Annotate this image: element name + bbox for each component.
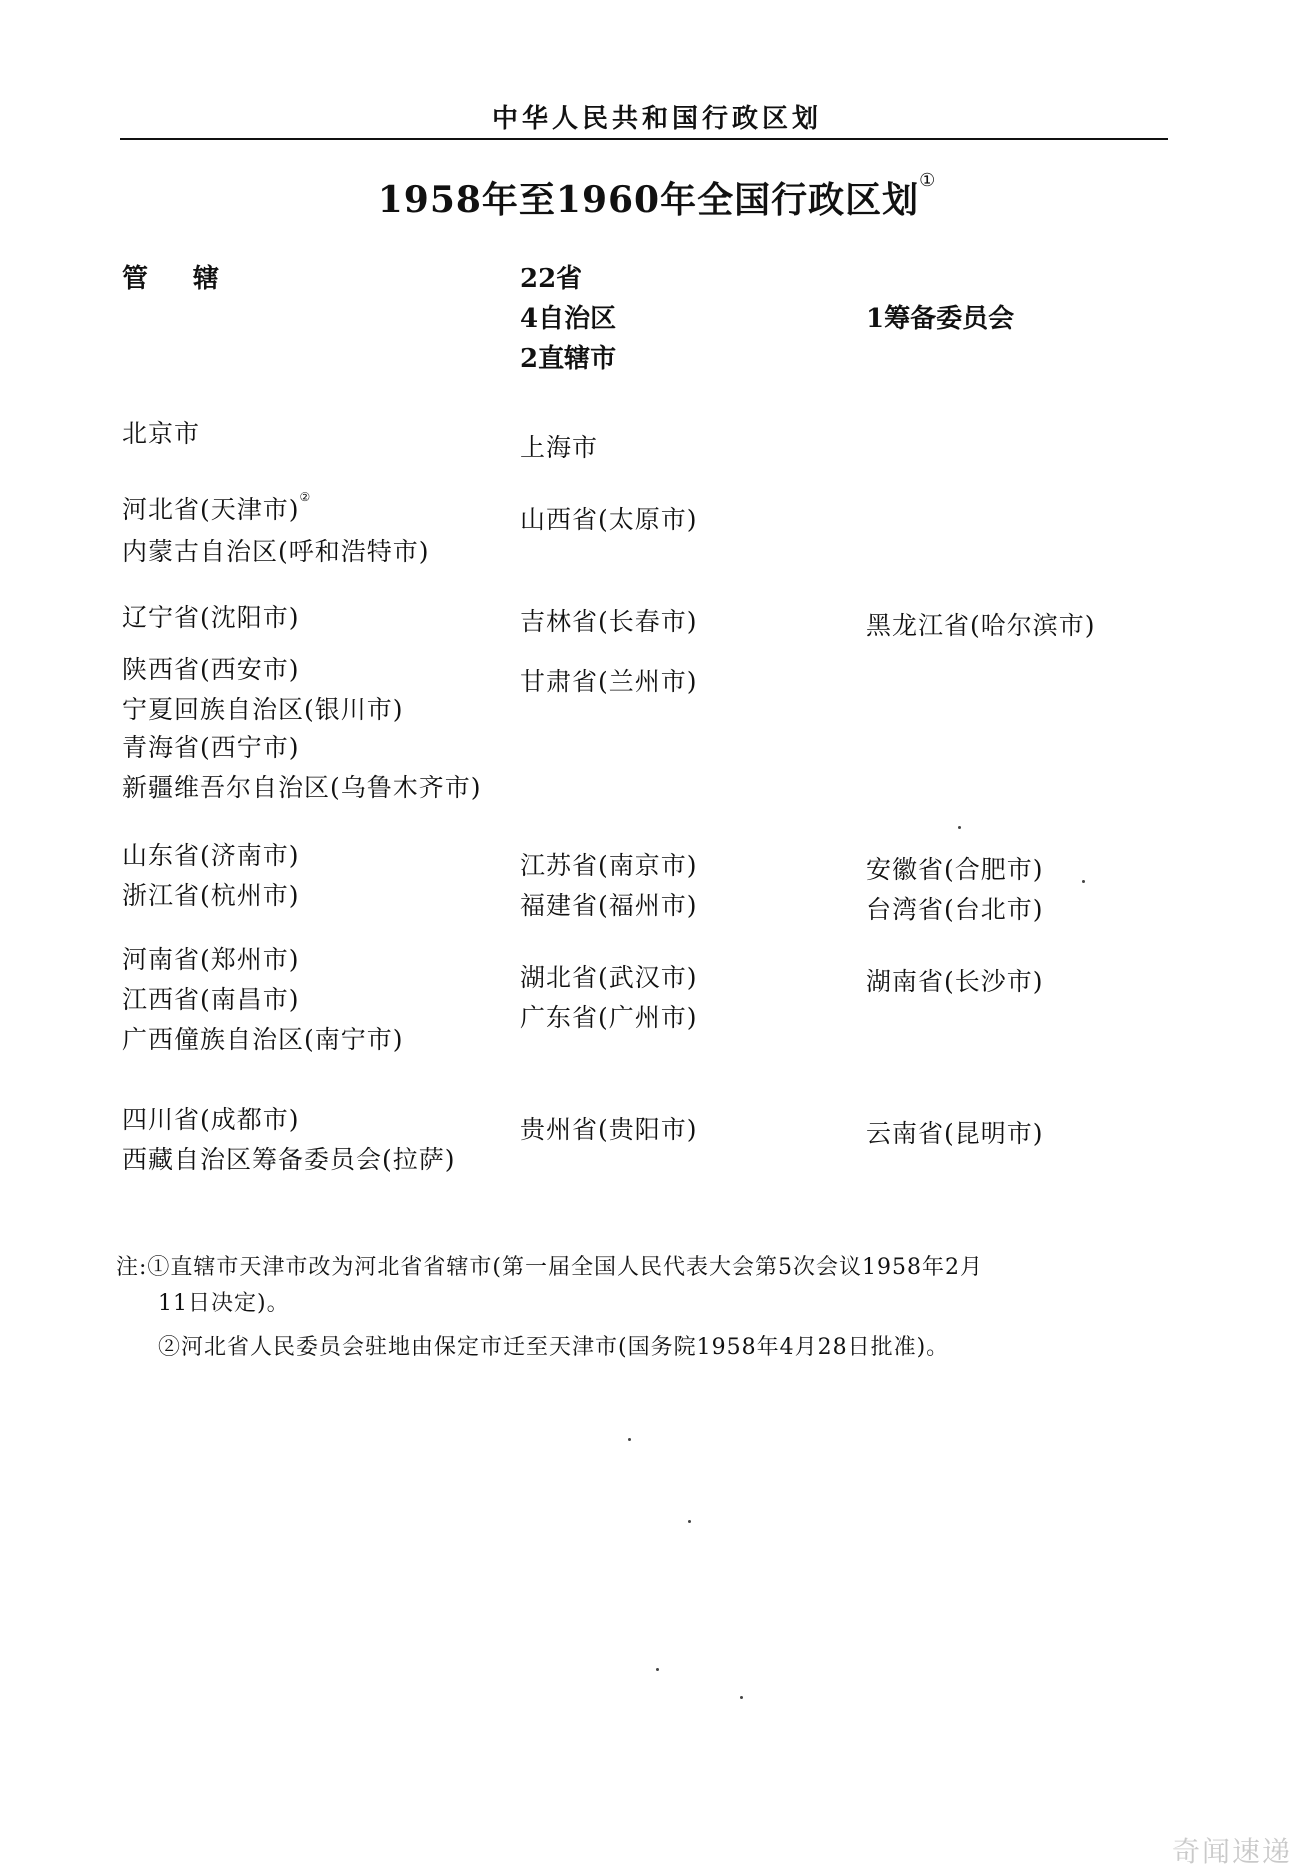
entry-shanxi: 山西省(太原市) <box>520 505 698 534</box>
entry-guizhou: 贵州省(贵阳市) <box>520 1115 698 1144</box>
note-2: ②河北省人民委员会驻地由保定市迁至天津市(国务院1958年4月28日批准)。 <box>158 1335 950 1360</box>
scan-speck <box>1082 880 1085 883</box>
summary-municipalities: 2直辖市 <box>520 344 617 374</box>
scan-speck <box>628 1438 631 1441</box>
entry-heilongjiang: 黑龙江省(哈尔滨市) <box>866 611 1096 640</box>
entry-qinghai: 青海省(西宁市) <box>122 733 300 762</box>
entry-hebei-note-mark: ② <box>299 490 312 504</box>
entry-hebei-text: 河北省(天津市) <box>122 495 300 524</box>
header-rule <box>120 138 1168 140</box>
entry-xizang: 西藏自治区筹备委员会(拉萨) <box>122 1145 456 1174</box>
running-header: 中华人民共和国行政区划 <box>491 104 822 134</box>
entry-hunan: 湖南省(长沙市) <box>866 967 1044 996</box>
entry-jiangxi: 江西省(南昌市) <box>122 985 300 1014</box>
summary-label: 管 辖 <box>122 264 238 294</box>
entry-shandong: 山东省(济南市) <box>122 841 300 870</box>
entry-shaanxi: 陕西省(西安市) <box>122 655 300 684</box>
entry-beijing: 北京市 <box>122 419 201 448</box>
scan-speck <box>958 826 961 829</box>
note-1-line-1: 注:①直辖市天津市改为河北省省辖市(第一届全国人民代表大会第5次会议1958年2月 <box>116 1255 983 1280</box>
entry-xinjiang: 新疆维吾尔自治区(乌鲁木齐市) <box>122 773 482 802</box>
page-title-text: 1958年至1960年全国行政区划 <box>377 179 920 221</box>
entry-hebei <box>122 490 311 526</box>
entry-gansu: 甘肃省(兰州市) <box>520 667 698 696</box>
entry-sichuan: 四川省(成都市) <box>122 1105 300 1134</box>
summary-preparatory: 1筹备委员会 <box>866 304 1015 334</box>
scan-speck <box>740 1696 743 1699</box>
entry-guangdong: 广东省(广州市) <box>520 1003 698 1032</box>
scan-speck <box>656 1668 659 1671</box>
title-note-mark: ① <box>919 170 937 191</box>
scan-speck <box>688 1520 691 1523</box>
watermark: 奇闻速递 <box>1171 1835 1292 1868</box>
entry-shanghai: 上海市 <box>520 433 599 462</box>
entry-henan: 河南省(郑州市) <box>122 945 300 974</box>
entry-taiwan: 台湾省(台北市) <box>866 895 1044 924</box>
entry-ningxia: 宁夏回族自治区(银川市) <box>122 695 404 724</box>
entry-liaoning: 辽宁省(沈阳市) <box>122 603 300 632</box>
entry-anhui: 安徽省(合肥市) <box>866 855 1044 884</box>
entry-zhejiang: 浙江省(杭州市) <box>122 881 300 910</box>
entry-jilin: 吉林省(长春市) <box>520 607 698 636</box>
note-1-line-2: 11日决定)。 <box>158 1291 290 1316</box>
entry-neimenggu: 内蒙古自治区(呼和浩特市) <box>122 537 430 566</box>
summary-autonomous-regions: 4自治区 <box>520 304 617 334</box>
entry-yunnan: 云南省(昆明市) <box>866 1119 1044 1148</box>
entry-fujian: 福建省(福州市) <box>520 891 698 920</box>
summary-provinces: 22省 <box>520 264 583 294</box>
entry-jiangsu: 江苏省(南京市) <box>520 851 698 880</box>
entry-hubei: 湖北省(武汉市) <box>520 963 698 992</box>
entry-guangxi: 广西僮族自治区(南宁市) <box>122 1025 404 1054</box>
page-title <box>0 172 1314 223</box>
